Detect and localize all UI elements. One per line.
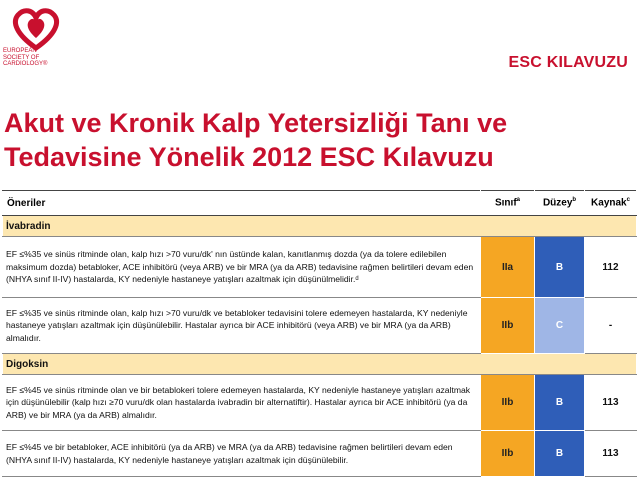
col-header-class-label: Sınıf	[494, 197, 517, 209]
section-row	[3, 354, 637, 375]
recommendations-table	[2, 190, 637, 477]
level-cell: B	[535, 237, 585, 298]
logo-text	[3, 48, 65, 68]
col-header-level-label: Düzey	[542, 197, 573, 209]
ref-cell: 112	[585, 237, 637, 298]
section-row	[3, 216, 637, 237]
recommendation-text: EF ≤%45 ve bir betabloker, ACE inhibitörü (ya da ARB) ve MRA (ya da ARB) tedavisine rağmen belirtileri devam eden (NHYA sınıf II-IV) hastalarda, KY nedeniyle hastaneye yatışları azaltmak için düşünülebilir.	[3, 431, 481, 477]
table-row	[3, 298, 637, 354]
col-header-class	[481, 191, 535, 216]
class-cell: IIb	[481, 431, 535, 477]
logo-line: EUROPEAN	[3, 48, 37, 54]
class-cell: IIa	[481, 237, 535, 298]
recommendation-text: EF ≤%45 ve sinüs ritminde olan ve bir betablokeri tolere edemeyen hastalarda, KY nedeniyle hastaneye yatışları azaltmak için düşünülebilir (kalp hızı ≥70 vuru/dk olan hastalarda ivabradin bir alternatiftir). Hastalar ayrıca bir ACE inhibitörü (ya da ARB) ve bir MRA (ya da ARB) almalıdır.	[3, 375, 481, 431]
section-title: İvabradin	[3, 216, 637, 237]
table-row	[3, 237, 637, 298]
col-header-level	[535, 191, 585, 216]
ref-cell: 113	[585, 431, 637, 477]
table-row	[3, 375, 637, 431]
table-row	[3, 431, 637, 477]
logo-line: CARDIOLOGY®	[3, 61, 48, 68]
recommendation-text: EF ≤%35 ve sinüs ritminde olan, kalp hızı >70 vuru/dk ve betabloker tedavisini tolere edemeyen hastalarda, KY nedeniyle hastaneye yatışları azaltmak için düşünülebilir. Hastalar ayrıca bir ACE inhibitörü (veya ARB) ve bir MRA (ya da ARB) almalıdır.	[3, 298, 481, 354]
table-header-row	[3, 191, 637, 216]
section-title: Digoksin	[3, 354, 637, 375]
logo-line: SOCIETY OF	[3, 54, 40, 61]
level-cell: B	[535, 375, 585, 431]
footnote-mark: c	[626, 197, 630, 204]
level-cell: C	[535, 298, 585, 354]
level-cell: B	[535, 431, 585, 477]
col-header-ref	[585, 191, 637, 216]
class-cell: IIb	[481, 375, 535, 431]
recommendation-text: EF ≤%35 ve sinüs ritminde olan, kalp hızı >70 vuru/dk' nın üstünde kalan, kanıtlanmış dozda (ya da tolere edilebilen maksimum dozda) betabloker, ACE inhibitörü (veya ARB) ve bir MRA (ya da ARB) tedavisine rağmen belirtileri devam eden (NHYA sınıf II-IV) hastalarda, KY nedeniyle hastaneye yatışları azaltmak için düşünülmelidir.ᵈ	[3, 237, 481, 298]
footnote-mark: a	[516, 197, 520, 204]
footnote-mark: b	[572, 197, 577, 204]
class-cell: IIb	[481, 298, 535, 354]
page-title: Akut ve Kronik Kalp Yetersizliği Tanı ve Tedavisine Yönelik 2012 ESC Kılavuzu	[4, 108, 508, 172]
ref-cell: 113	[585, 375, 637, 431]
guide-label: ESC KILAVUZU	[508, 54, 628, 71]
col-header-recommendations: Öneriler	[3, 191, 481, 216]
ref-cell: -	[585, 298, 637, 354]
col-header-ref-label: Kaynak	[591, 197, 627, 209]
